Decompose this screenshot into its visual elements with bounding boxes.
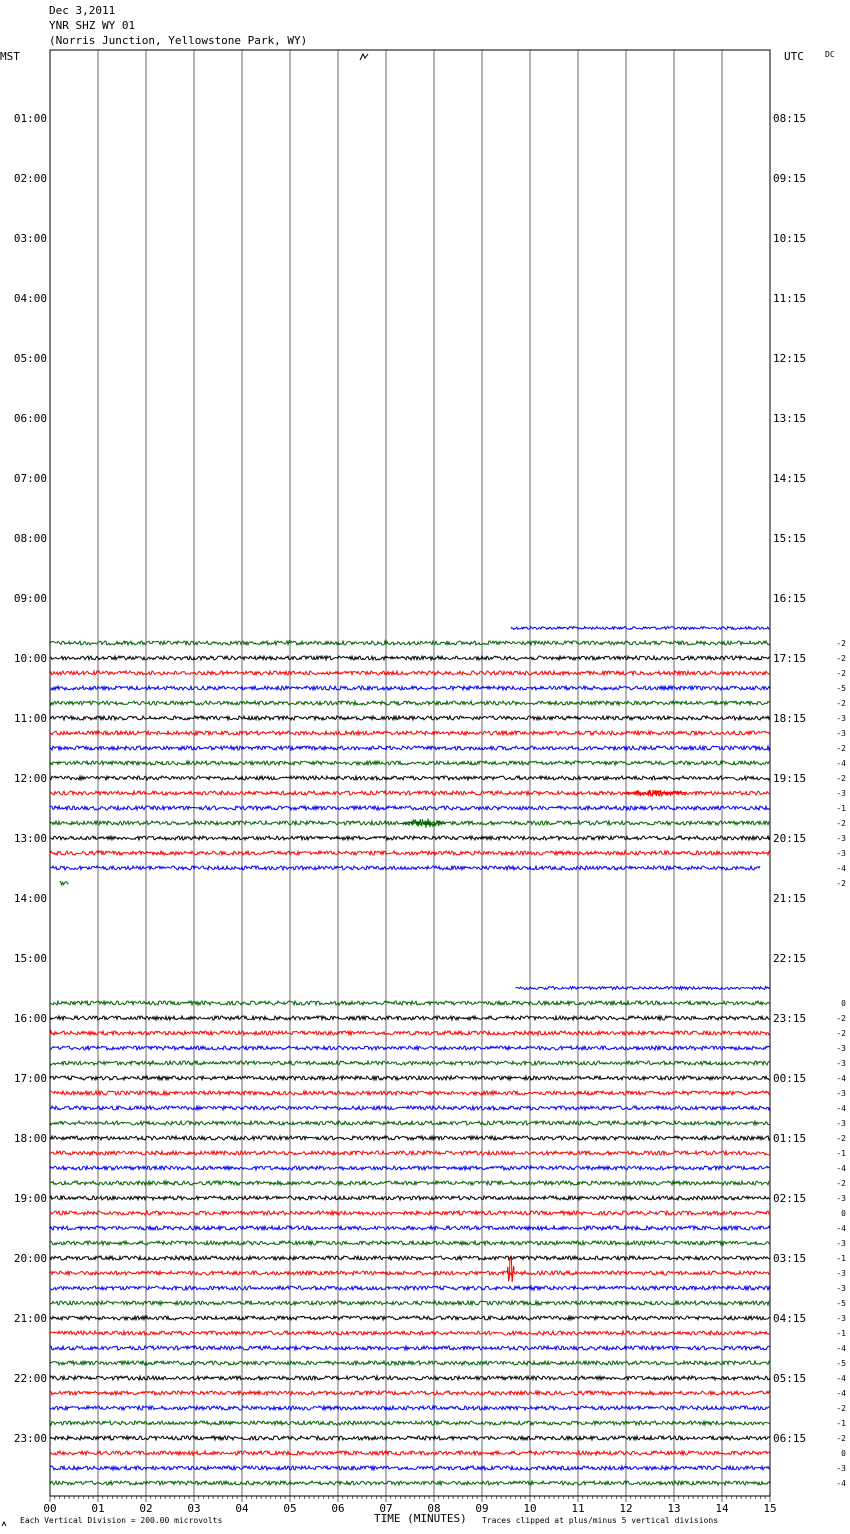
trace-line bbox=[50, 1466, 770, 1470]
x-tick-label: 08 bbox=[427, 1502, 441, 1515]
header-date: Dec 3,2011 bbox=[49, 4, 116, 17]
right-hour-label: 23:15 bbox=[773, 1012, 807, 1025]
right-hour-label: 15:15 bbox=[773, 532, 807, 545]
left-hour-label: 14:00 bbox=[13, 892, 47, 905]
left-hour-label: 01:00 bbox=[13, 112, 47, 125]
trace-offset-label: -2 bbox=[836, 819, 846, 828]
trace-offset-label: -4 bbox=[836, 1104, 846, 1113]
x-tick-label: 03 bbox=[187, 1502, 201, 1515]
right-hour-label: 20:15 bbox=[773, 832, 807, 845]
right-hour-label: 06:15 bbox=[773, 1432, 807, 1445]
left-hour-label: 21:00 bbox=[13, 1312, 47, 1325]
trace-offset-label: -2 bbox=[836, 1014, 846, 1023]
left-hour-label: 15:00 bbox=[13, 952, 47, 965]
left-hour-label: 04:00 bbox=[13, 292, 47, 305]
dc-label: DC bbox=[825, 50, 835, 59]
left-hour-label: 17:00 bbox=[13, 1072, 47, 1085]
left-hour-label: 22:00 bbox=[13, 1372, 47, 1385]
trace-offset-label: -1 bbox=[836, 1254, 846, 1263]
x-tick-label: 05 bbox=[283, 1502, 297, 1515]
trace-line bbox=[50, 1136, 770, 1140]
right-hour-label: 16:15 bbox=[773, 592, 807, 605]
trace-offset-label: -3 bbox=[836, 1089, 846, 1098]
trace-line bbox=[50, 836, 770, 840]
left-hour-label: 10:00 bbox=[13, 652, 47, 665]
trace-offset-label: -2 bbox=[836, 639, 846, 648]
trace-line bbox=[50, 761, 770, 765]
event-marker-icon bbox=[360, 54, 368, 60]
trace-line bbox=[50, 1151, 770, 1155]
trace-offset-label: -1 bbox=[836, 1419, 846, 1428]
trace-offset-label: -2 bbox=[836, 1434, 846, 1443]
logo-mark-icon bbox=[2, 1522, 6, 1526]
trace-offset-label: 0 bbox=[841, 1449, 846, 1458]
left-hour-label: 20:00 bbox=[13, 1252, 47, 1265]
right-hour-label: 03:15 bbox=[773, 1252, 807, 1265]
trace-line bbox=[50, 1061, 770, 1065]
trace-line bbox=[50, 1241, 770, 1245]
trace-offset-label: -3 bbox=[836, 1059, 846, 1068]
trace-line bbox=[50, 1031, 770, 1035]
right-hour-label: 11:15 bbox=[773, 292, 807, 305]
left-hour-label: 12:00 bbox=[13, 772, 47, 785]
trace-line bbox=[50, 1301, 770, 1305]
trace-line bbox=[50, 1226, 770, 1230]
x-tick-label: 14 bbox=[715, 1502, 729, 1515]
right-hour-label: 17:15 bbox=[773, 652, 807, 665]
x-tick-label: 07 bbox=[379, 1502, 393, 1515]
trace-offset-label: -3 bbox=[836, 849, 846, 858]
trace-line bbox=[50, 1451, 770, 1455]
trace-line bbox=[50, 1361, 770, 1365]
trace-line bbox=[50, 1271, 770, 1275]
trace-line bbox=[511, 627, 770, 630]
left-hour-label: 23:00 bbox=[13, 1432, 47, 1445]
trace-line bbox=[50, 1331, 770, 1335]
left-hour-label: 03:00 bbox=[13, 232, 47, 245]
vertical-division-note: Each Vertical Division = 200.00 microvolts bbox=[20, 1516, 223, 1525]
trace-line bbox=[50, 1421, 770, 1425]
trace-offset-label: -1 bbox=[836, 1149, 846, 1158]
trace-offset-label: -5 bbox=[836, 1359, 846, 1368]
right-hour-label: 08:15 bbox=[773, 112, 807, 125]
event-burst bbox=[507, 1258, 514, 1282]
x-tick-label: 04 bbox=[235, 1502, 249, 1515]
trace-offset-label: -3 bbox=[836, 1284, 846, 1293]
trace-line bbox=[50, 671, 770, 675]
right-hour-label: 01:15 bbox=[773, 1132, 807, 1145]
trace-offset-label: -2 bbox=[836, 1404, 846, 1413]
left-hour-label: 06:00 bbox=[13, 412, 47, 425]
x-tick-label: 00 bbox=[43, 1502, 57, 1515]
trace-line bbox=[50, 1121, 770, 1125]
trace-line bbox=[50, 701, 770, 705]
mst-label: MST bbox=[0, 50, 20, 63]
trace-offset-label: -3 bbox=[836, 789, 846, 798]
trace-offset-label: -4 bbox=[836, 1479, 846, 1488]
trace-line bbox=[50, 716, 770, 720]
trace-offset-label: -5 bbox=[836, 1299, 846, 1308]
trace-offset-label: 0 bbox=[841, 1209, 846, 1218]
trace-line bbox=[50, 806, 770, 810]
trace-line bbox=[50, 656, 770, 660]
trace-line bbox=[50, 1286, 770, 1290]
left-hour-label: 18:00 bbox=[13, 1132, 47, 1145]
trace-offset-label: -4 bbox=[836, 1344, 846, 1353]
left-hour-label: 11:00 bbox=[13, 712, 47, 725]
right-hour-label: 02:15 bbox=[773, 1192, 807, 1205]
trace-offset-label: -4 bbox=[836, 1374, 846, 1383]
x-tick-label: 11 bbox=[571, 1502, 585, 1515]
right-hour-label: 19:15 bbox=[773, 772, 807, 785]
left-hour-label: 02:00 bbox=[13, 172, 47, 185]
trace-offset-label: -3 bbox=[836, 1239, 846, 1248]
trace-offset-label: -2 bbox=[836, 1134, 846, 1143]
trace-offset-label: -4 bbox=[836, 1074, 846, 1083]
left-time-labels bbox=[14, 112, 47, 1445]
x-tick-label: 01 bbox=[91, 1502, 105, 1515]
left-hour-label: 07:00 bbox=[13, 472, 47, 485]
left-hour-label: 08:00 bbox=[13, 532, 47, 545]
trace-line bbox=[50, 1211, 770, 1215]
right-hour-label: 14:15 bbox=[773, 472, 807, 485]
trace-group bbox=[50, 627, 770, 1486]
right-hour-label: 22:15 bbox=[773, 952, 807, 965]
right-hour-label: 04:15 bbox=[773, 1312, 807, 1325]
left-hour-label: 19:00 bbox=[13, 1192, 47, 1205]
left-hour-label: 16:00 bbox=[13, 1012, 47, 1025]
trace-offset-label: -1 bbox=[836, 1329, 846, 1338]
minute-grid bbox=[98, 50, 722, 1496]
trace-offset-label: -4 bbox=[836, 759, 846, 768]
trace-line bbox=[50, 851, 770, 855]
trace-line bbox=[50, 1316, 770, 1320]
trace-offset-label: -2 bbox=[836, 654, 846, 663]
left-hour-label: 13:00 bbox=[13, 832, 47, 845]
trace-offset-label: 0 bbox=[841, 999, 846, 1008]
x-tick-label: 10 bbox=[523, 1502, 537, 1515]
trace-line bbox=[50, 1181, 770, 1185]
x-axis-title: TIME (MINUTES) bbox=[374, 1512, 467, 1525]
right-hour-label: 10:15 bbox=[773, 232, 807, 245]
trace-offset-label: -3 bbox=[836, 729, 846, 738]
trace-offset-label: -3 bbox=[836, 1314, 846, 1323]
plot-frame bbox=[50, 50, 770, 1496]
x-tick-label: 12 bbox=[619, 1502, 633, 1515]
right-hour-label: 21:15 bbox=[773, 892, 807, 905]
trace-offset-label: -4 bbox=[836, 864, 846, 873]
trace-offset-label: -4 bbox=[836, 1389, 846, 1398]
trace-line bbox=[50, 1391, 770, 1395]
x-tick-label: 06 bbox=[331, 1502, 345, 1515]
trace-line bbox=[50, 1076, 770, 1080]
left-hour-label: 05:00 bbox=[13, 352, 47, 365]
trace-offset-label: -2 bbox=[836, 774, 846, 783]
trace-line bbox=[50, 1436, 770, 1440]
right-hour-label: 13:15 bbox=[773, 412, 807, 425]
x-tick-label: 02 bbox=[139, 1502, 153, 1515]
trace-offset-label: -3 bbox=[836, 1464, 846, 1473]
trace-offset-label: -4 bbox=[836, 1224, 846, 1233]
utc-label: UTC bbox=[784, 50, 804, 63]
trace-line bbox=[50, 731, 770, 735]
bottom-ticks bbox=[50, 1496, 770, 1502]
trace-line bbox=[50, 686, 770, 690]
trace-offset-label: -2 bbox=[836, 699, 846, 708]
trace-line bbox=[50, 1256, 770, 1260]
trace-line bbox=[60, 881, 69, 885]
left-hour-label: 09:00 bbox=[13, 592, 47, 605]
trace-line bbox=[50, 1481, 770, 1485]
header-location: (Norris Junction, Yellowstone Park, WY) bbox=[49, 34, 308, 47]
trace-line bbox=[50, 1376, 770, 1380]
trace-offset-label: -3 bbox=[836, 1194, 846, 1203]
trace-offset-label: -3 bbox=[836, 834, 846, 843]
event-burst bbox=[624, 790, 686, 796]
trace-offset-label: -2 bbox=[836, 669, 846, 678]
trace-offset-label: -2 bbox=[836, 1029, 846, 1038]
trace-line bbox=[50, 1046, 770, 1050]
trace-offset-label: -3 bbox=[836, 1269, 846, 1278]
trace-offset-label: -5 bbox=[836, 684, 846, 693]
offset-labels bbox=[836, 639, 846, 1488]
trace-line bbox=[50, 1166, 770, 1170]
right-hour-label: 09:15 bbox=[773, 172, 807, 185]
right-hour-label: 00:15 bbox=[773, 1072, 807, 1085]
trace-offset-label: -3 bbox=[836, 1119, 846, 1128]
trace-line bbox=[50, 746, 770, 750]
trace-offset-label: -1 bbox=[836, 804, 846, 813]
trace-offset-label: -2 bbox=[836, 1179, 846, 1188]
clipping-note: Traces clipped at plus/minus 5 vertical divisions bbox=[482, 1516, 719, 1525]
x-tick-label: 13 bbox=[667, 1502, 681, 1515]
trace-line bbox=[50, 776, 770, 780]
trace-line bbox=[50, 1346, 770, 1350]
trace-offset-label: -4 bbox=[836, 1164, 846, 1173]
right-hour-label: 18:15 bbox=[773, 712, 807, 725]
trace-offset-label: -2 bbox=[836, 879, 846, 888]
trace-line bbox=[516, 987, 770, 990]
trace-line bbox=[50, 1001, 770, 1005]
header-station: YNR SHZ WY 01 bbox=[49, 19, 136, 32]
right-hour-label: 05:15 bbox=[773, 1372, 807, 1385]
trace-offset-label: -3 bbox=[836, 714, 846, 723]
event-group bbox=[403, 790, 686, 1282]
trace-offset-label: -3 bbox=[836, 1044, 846, 1053]
trace-line bbox=[50, 1196, 770, 1200]
trace-line bbox=[50, 1016, 770, 1020]
trace-line bbox=[50, 866, 760, 870]
trace-line bbox=[50, 1406, 770, 1410]
trace-line bbox=[50, 1106, 770, 1110]
x-tick-label: 15 bbox=[763, 1502, 777, 1515]
x-tick-label: 09 bbox=[475, 1502, 489, 1515]
right-time-labels bbox=[773, 112, 806, 1445]
trace-line bbox=[50, 641, 770, 645]
trace-line bbox=[50, 1091, 770, 1095]
right-hour-label: 12:15 bbox=[773, 352, 807, 365]
trace-offset-label: -2 bbox=[836, 744, 846, 753]
